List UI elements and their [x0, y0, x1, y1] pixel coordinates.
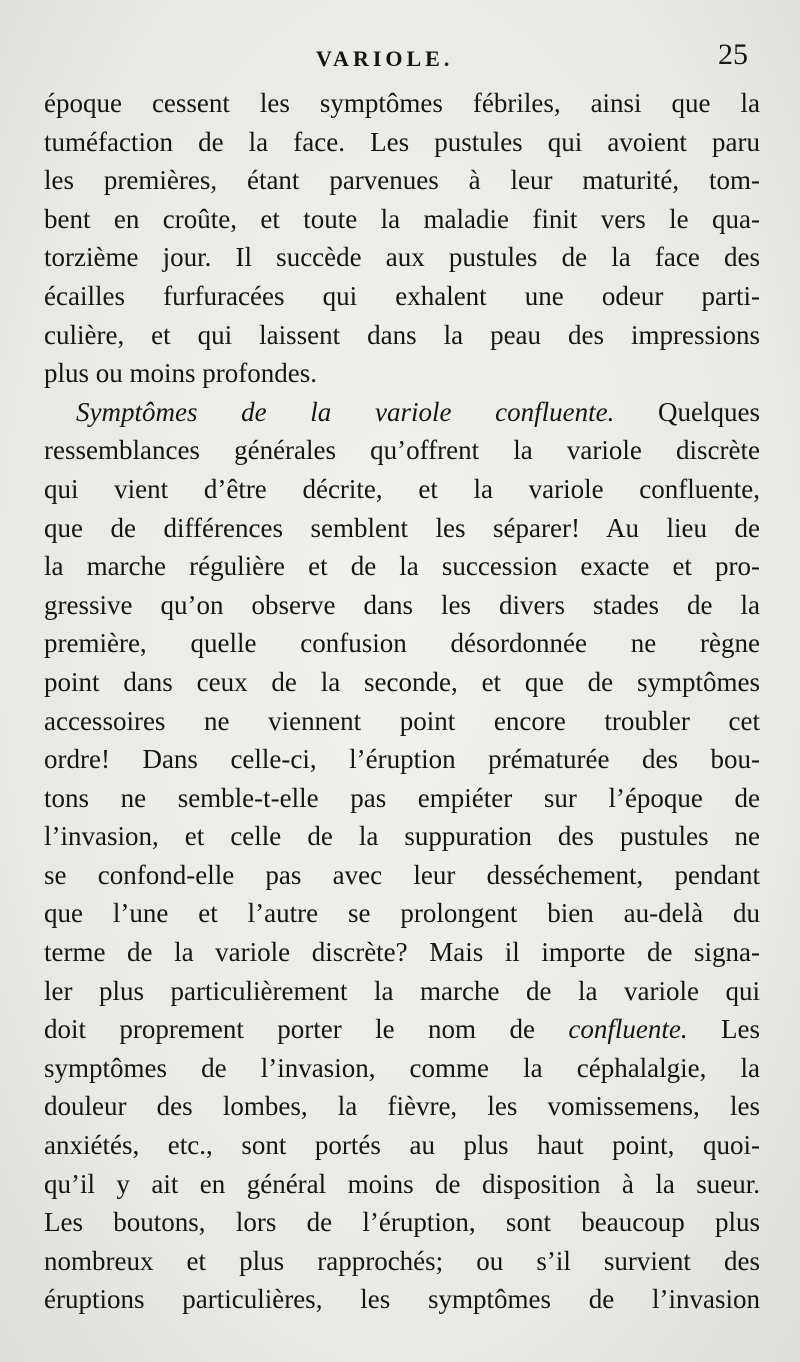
text-line: torzième jour. Il succède aux pustules de la face des	[44, 242, 760, 273]
page-number: 25	[718, 38, 748, 71]
text-line: plus ou moins profondes.	[44, 358, 317, 389]
text-line: qu’il y ait en général moins de disposition à la sueur.	[44, 1168, 760, 1199]
text-line: terme de la variole discrète? Mais il importe de signa-	[44, 937, 760, 968]
text-line: éruptions particulières, les symptômes de l’invasion	[44, 1284, 760, 1315]
text-line: tuméfaction de la face. Les pustules qui avoient paru	[44, 126, 760, 157]
text-line	[44, 1010, 760, 1049]
running-head	[0, 38, 800, 78]
text-line: Les boutons, lors de l’éruption, sont beaucoup plus	[44, 1207, 760, 1238]
section-heading-italic: Symptômes de la variole confluente.	[76, 396, 615, 427]
text-line: les premières, étant parvenues à leur maturité, tom-	[44, 165, 760, 196]
text-line: l’invasion, et celle de la suppuration des pustules ne	[44, 821, 760, 852]
text-line: la marche régulière et de la succession exacte et pro-	[44, 551, 760, 582]
text-line: point dans ceux de la seconde, et que de symptômes	[44, 666, 760, 697]
text-line: bent en croûte, et toute la maladie finit vers le qua-	[44, 203, 760, 234]
text-line: que de différences semblent les séparer! Au lieu de	[44, 512, 760, 543]
body-text	[44, 84, 760, 1319]
text-line: première, quelle confusion désordonnée ne règne	[44, 628, 760, 659]
text-fragment: doit proprement porter le nom de	[44, 1014, 569, 1045]
text-line: se confond-elle pas avec leur desséchement, pendant	[44, 859, 760, 890]
text-fragment: Quelques	[614, 396, 760, 427]
italic-term: confluente.	[568, 1014, 688, 1045]
text-fragment: Les	[687, 1014, 760, 1045]
text-line: douleur des lombes, la fièvre, les vomissemens, les	[44, 1091, 760, 1122]
text-line: ordre! Dans celle-ci, l’éruption prématurée des bou-	[44, 744, 760, 775]
text-line: ressemblances générales qu’offrent la variole discrète	[44, 435, 760, 466]
text-line: symptômes de l’invasion, comme la céphalalgie, la	[44, 1052, 760, 1083]
text-line: tons ne semble-t-elle pas empiéter sur l’époque de	[44, 782, 760, 813]
text-line: gressive qu’on observe dans les divers stades de la	[44, 589, 760, 620]
text-line: nombreux et plus rapprochés; ou s’il survient des	[44, 1245, 760, 1276]
text-line: écailles furfuracées qui exhalent une odeur parti-	[44, 280, 760, 311]
text-line: époque cessent les symptômes fébriles, ainsi que la	[44, 88, 760, 118]
text-line: qui vient d’être décrite, et la variole confluente,	[44, 473, 760, 504]
text-line: culière, et qui laissent dans la peau des impressions	[44, 319, 760, 350]
paragraph-start-line	[44, 393, 760, 432]
text-line: que l’une et l’autre se prolongent bien au-delà du	[44, 898, 760, 929]
text-line: anxiétés, etc., sont portés au plus haut point, quoi-	[44, 1130, 760, 1161]
running-title: VARIOLE.	[316, 46, 454, 71]
text-line: ler plus particulièrement la marche de la variole qui	[44, 975, 760, 1006]
text-line: accessoires ne viennent point encore troubler cet	[44, 705, 760, 736]
